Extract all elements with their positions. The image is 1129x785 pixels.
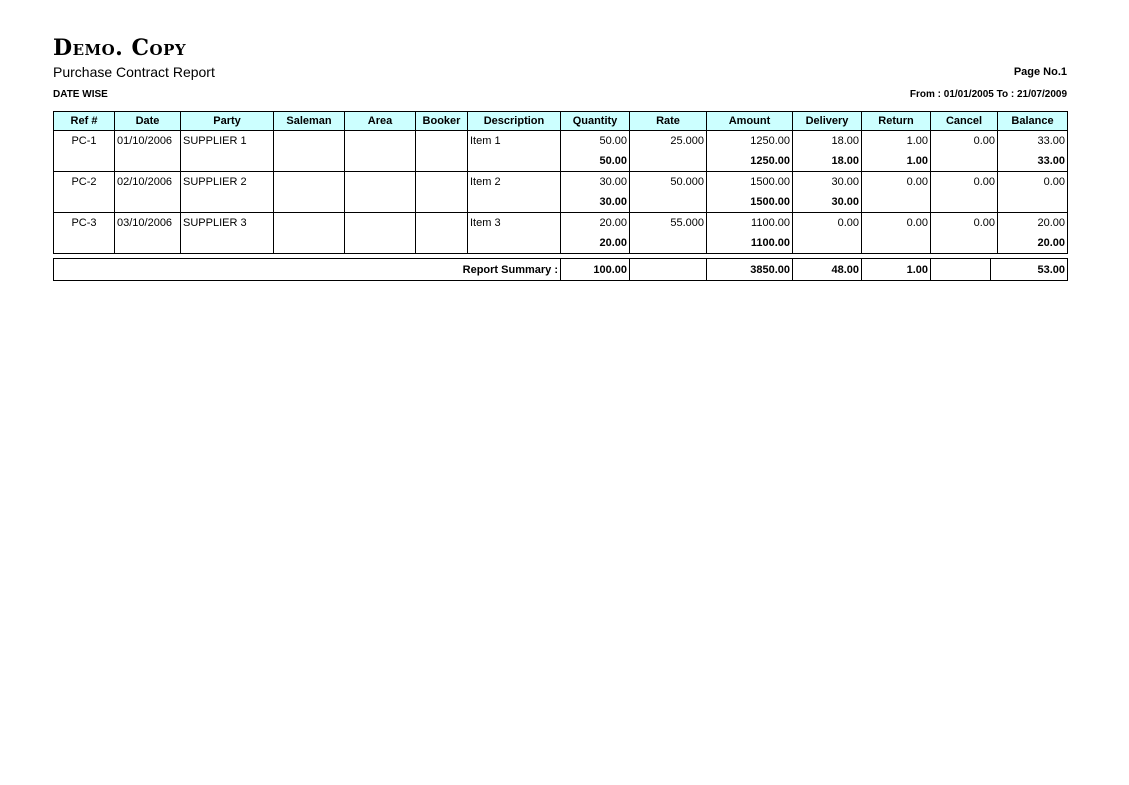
cell-date: 01/10/2006: [115, 131, 181, 152]
cell-date: 02/10/2006: [115, 172, 181, 193]
summary-return: 1.00: [862, 259, 931, 281]
cell-quantity: 30.00: [561, 172, 630, 193]
cell-amount: 1250.00: [707, 131, 793, 152]
cell-description: Item 2: [468, 172, 561, 193]
subtotal-delivery: 18.00: [793, 151, 862, 172]
col-header-delivery: Delivery: [793, 112, 862, 131]
cell-party: SUPPLIER 1: [181, 131, 274, 152]
subtotal-return: [862, 192, 931, 213]
subtotal-row: [54, 192, 1068, 213]
cell-booker: [416, 131, 468, 152]
cell-cancel: 0.00: [931, 131, 998, 152]
subtotal-cancel: [931, 192, 998, 213]
subtotal-quantity: 20.00: [561, 233, 630, 254]
cell-rate: 25.000: [630, 131, 707, 152]
cell-amount: 1500.00: [707, 172, 793, 193]
subtotal-balance: [998, 192, 1068, 213]
cell-balance: 33.00: [998, 131, 1068, 152]
summary-cancel: [931, 259, 991, 281]
col-header-ref: Ref #: [54, 112, 115, 131]
subtotal-balance: 33.00: [998, 151, 1068, 172]
cell-party: SUPPLIER 2: [181, 172, 274, 193]
table-header-row: [54, 112, 1068, 131]
cell-ref: PC-2: [54, 172, 115, 193]
summary-balance: 53.00: [991, 259, 1068, 281]
grouping-label: DATE WISE: [53, 89, 108, 100]
subtotal-row: [54, 233, 1068, 254]
cell-cancel: 0.00: [931, 172, 998, 193]
cell-return: 0.00: [862, 172, 931, 193]
cell-saleman: [274, 213, 345, 234]
cell-return: 1.00: [862, 131, 931, 152]
col-header-area: Area: [345, 112, 416, 131]
subtotal-quantity: 50.00: [561, 151, 630, 172]
cell-area: [345, 172, 416, 193]
col-header-amount: Amount: [707, 112, 793, 131]
col-header-cancel: Cancel: [931, 112, 998, 131]
col-header-description: Description: [468, 112, 561, 131]
summary-label: Report Summary :: [54, 259, 561, 281]
summary-row: [54, 259, 1068, 281]
cell-amount: 1100.00: [707, 213, 793, 234]
table-row: [54, 131, 1068, 152]
cell-date: 03/10/2006: [115, 213, 181, 234]
col-header-return: Return: [862, 112, 931, 131]
table-row: [54, 172, 1068, 193]
cell-delivery: 0.00: [793, 213, 862, 234]
subtotal-row: [54, 151, 1068, 172]
subtotal-return: 1.00: [862, 151, 931, 172]
cell-area: [345, 131, 416, 152]
summary-delivery: 48.00: [793, 259, 862, 281]
company-name: Demo. Copy: [53, 35, 187, 61]
cell-saleman: [274, 172, 345, 193]
report-title: Purchase Contract Report: [53, 64, 215, 80]
cell-delivery: 18.00: [793, 131, 862, 152]
subtotal-delivery: [793, 233, 862, 254]
table-row: [54, 213, 1068, 234]
cell-balance: 20.00: [998, 213, 1068, 234]
cell-description: Item 3: [468, 213, 561, 234]
cell-ref: PC-3: [54, 213, 115, 234]
cell-ref: PC-1: [54, 131, 115, 152]
cell-booker: [416, 213, 468, 234]
report-table: [53, 111, 1068, 254]
subtotal-cancel: [931, 233, 998, 254]
col-header-quantity: Quantity: [561, 112, 630, 131]
col-header-date: Date: [115, 112, 181, 131]
page-number: Page No.1: [1013, 66, 1067, 78]
col-header-saleman: Saleman: [274, 112, 345, 131]
subtotal-delivery: 30.00: [793, 192, 862, 213]
cell-area: [345, 213, 416, 234]
cell-saleman: [274, 131, 345, 152]
cell-party: SUPPLIER 3: [181, 213, 274, 234]
subtotal-amount: 1500.00: [707, 192, 793, 213]
subtotal-balance: 20.00: [998, 233, 1068, 254]
cell-return: 0.00: [862, 213, 931, 234]
subtotal-return: [862, 233, 931, 254]
cell-booker: [416, 172, 468, 193]
summary-quantity: 100.00: [561, 259, 630, 281]
col-header-booker: Booker: [416, 112, 468, 131]
cell-quantity: 20.00: [561, 213, 630, 234]
summary-amount: 3850.00: [707, 259, 793, 281]
subtotal-cancel: [931, 151, 998, 172]
summary-rate: [630, 259, 707, 281]
cell-delivery: 30.00: [793, 172, 862, 193]
cell-rate: 55.000: [630, 213, 707, 234]
subtotal-amount: 1100.00: [707, 233, 793, 254]
col-header-party: Party: [181, 112, 274, 131]
cell-balance: 0.00: [998, 172, 1068, 193]
col-header-rate: Rate: [630, 112, 707, 131]
subtotal-amount: 1250.00: [707, 151, 793, 172]
date-range: From : 01/01/2005 To : 21/07/2009: [909, 89, 1067, 100]
cell-rate: 50.000: [630, 172, 707, 193]
col-header-balance: Balance: [998, 112, 1068, 131]
cell-quantity: 50.00: [561, 131, 630, 152]
subtotal-quantity: 30.00: [561, 192, 630, 213]
report-summary: [53, 258, 1068, 281]
cell-description: Item 1: [468, 131, 561, 152]
cell-cancel: 0.00: [931, 213, 998, 234]
